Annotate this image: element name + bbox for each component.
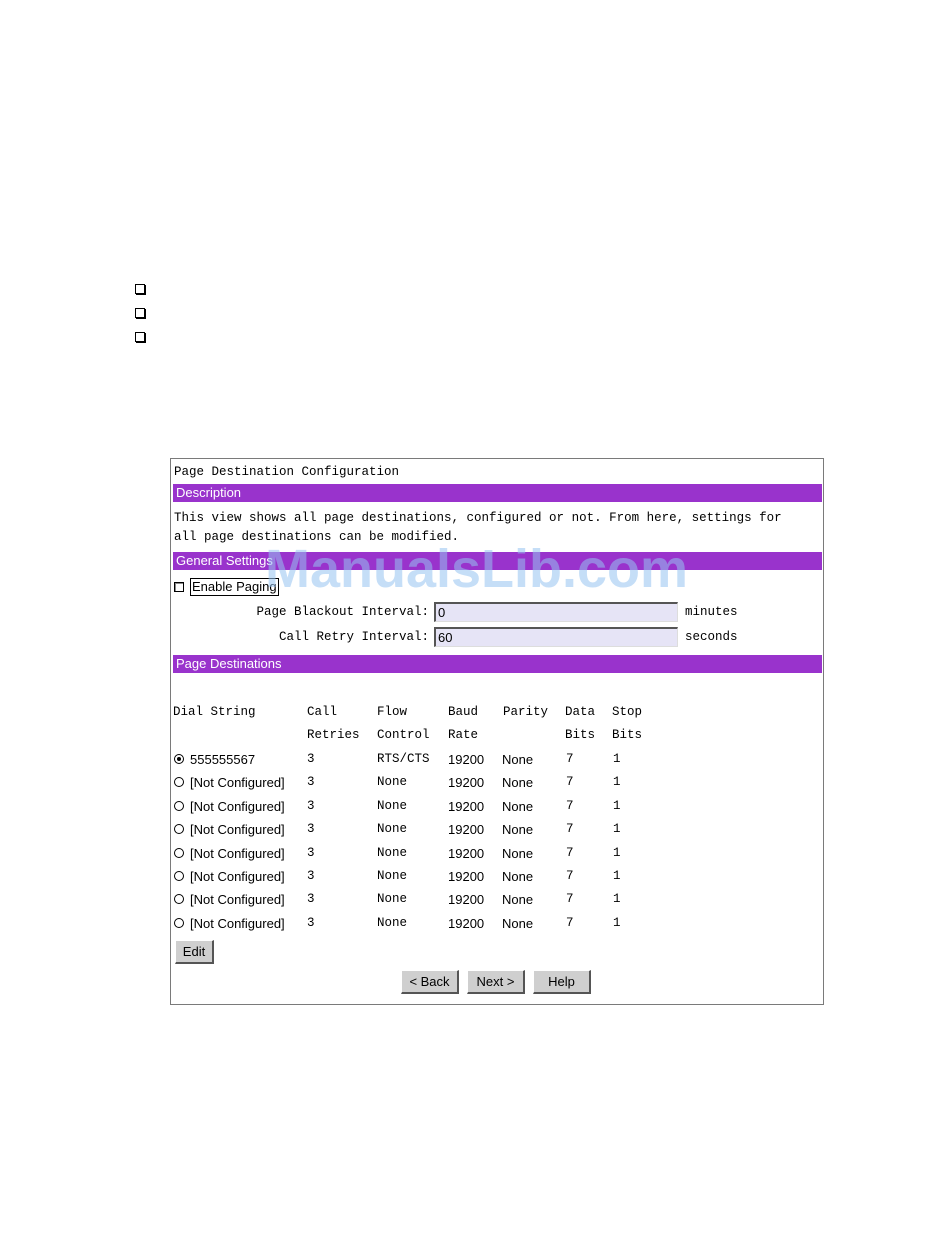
cell-stop-bits: 1 xyxy=(613,752,621,766)
cell-data-bits: 7 xyxy=(566,775,574,790)
cell-flow-control: RTS/CTS xyxy=(377,752,430,766)
col-header-data-bits: Data xyxy=(565,705,596,719)
col-header-call-retries: Call xyxy=(307,705,338,719)
cell-flow-control: None xyxy=(377,822,408,837)
row-radio-button[interactable] xyxy=(174,848,184,858)
cell-dial-string: [Not Configured] xyxy=(190,775,285,791)
cell-call-retries: 3 xyxy=(307,822,315,837)
next-button[interactable]: Next > xyxy=(467,970,525,994)
retry-interval-label: Call Retry Interval: xyxy=(278,630,429,644)
row-radio-button[interactable] xyxy=(174,754,184,764)
cell-parity: None xyxy=(502,892,534,908)
row-radio-button[interactable] xyxy=(174,777,184,787)
cell-stop-bits: 1 xyxy=(613,822,621,837)
cell-data-bits: 7 xyxy=(566,845,574,860)
cell-baud-rate: 19200 xyxy=(448,798,485,814)
blackout-interval-input[interactable] xyxy=(434,602,678,622)
enable-paging-label[interactable]: Enable Paging xyxy=(192,579,277,594)
cell-parity: None xyxy=(502,752,534,767)
cell-dial-string: [Not Configured] xyxy=(190,845,285,861)
col-header-dial-string: Dial String xyxy=(173,705,256,719)
row-radio-button[interactable] xyxy=(174,824,184,834)
square-bullet-icon xyxy=(135,284,145,294)
square-bullet-icon xyxy=(135,332,145,342)
general-settings-header: General Settings xyxy=(173,552,822,570)
cell-stop-bits: 1 xyxy=(613,892,621,907)
help-button[interactable]: Help xyxy=(533,970,591,994)
col-header-stop-bits: Bits xyxy=(612,728,643,742)
cell-call-retries: 3 xyxy=(307,845,315,860)
bullet-list xyxy=(135,284,145,356)
page-destinations-header: Page Destinations xyxy=(173,655,822,673)
col-header-parity: Parity xyxy=(503,705,549,719)
blackout-interval-unit: minutes xyxy=(685,605,738,619)
square-bullet-icon xyxy=(135,308,145,318)
cell-baud-rate: 19200 xyxy=(448,775,485,791)
row-radio-button[interactable] xyxy=(174,801,184,811)
cell-parity: None xyxy=(502,845,534,861)
cell-data-bits: 7 xyxy=(566,869,574,883)
cell-parity: None xyxy=(502,775,534,791)
cell-baud-rate: 19200 xyxy=(448,822,485,838)
cell-stop-bits: 1 xyxy=(613,845,621,860)
cell-dial-string: [Not Configured] xyxy=(190,798,285,814)
page-title: Page Destination Configuration xyxy=(174,465,400,479)
col-header-stop-bits: Stop xyxy=(612,705,643,719)
row-radio-button[interactable] xyxy=(174,871,184,881)
cell-dial-string: [Not Configured] xyxy=(190,915,285,931)
cell-stop-bits: 1 xyxy=(613,915,621,930)
cell-parity: None xyxy=(502,798,534,814)
blackout-interval-row xyxy=(171,602,738,622)
cell-call-retries: 3 xyxy=(307,892,315,907)
enable-paging-row[interactable] xyxy=(174,578,279,596)
cell-data-bits: 7 xyxy=(566,752,574,766)
retry-interval-row xyxy=(171,627,738,647)
description-header: Description xyxy=(173,484,822,502)
cell-data-bits: 7 xyxy=(566,798,574,813)
cell-call-retries: 3 xyxy=(307,798,315,813)
cell-dial-string: [Not Configured] xyxy=(190,822,285,838)
cell-parity: None xyxy=(502,869,534,884)
cell-call-retries: 3 xyxy=(307,869,315,883)
cell-flow-control: None xyxy=(377,892,408,907)
cell-flow-control: None xyxy=(377,798,408,813)
page-destination-panel xyxy=(170,458,824,1005)
cell-stop-bits: 1 xyxy=(613,775,621,790)
cell-flow-control: None xyxy=(377,915,408,930)
cell-flow-control: None xyxy=(377,845,408,860)
retry-interval-input[interactable] xyxy=(434,627,678,647)
col-header-flow-control: Control xyxy=(377,728,430,742)
cell-data-bits: 7 xyxy=(566,915,574,930)
cell-stop-bits: 1 xyxy=(613,798,621,813)
description-line: This view shows all page destinations, configured or not. From here, settings for xyxy=(174,511,782,525)
col-header-call-retries: Retries xyxy=(307,728,360,742)
cell-dial-string: 555555567 xyxy=(190,752,256,767)
col-header-baud-rate: Rate xyxy=(448,728,479,742)
row-radio-button[interactable] xyxy=(174,894,184,904)
cell-dial-string: [Not Configured] xyxy=(190,869,285,884)
back-button[interactable]: < Back xyxy=(401,970,459,994)
cell-baud-rate: 19200 xyxy=(448,892,485,908)
enable-paging-checkbox[interactable] xyxy=(174,582,184,592)
col-header-baud-rate: Baud xyxy=(448,705,479,719)
edit-button[interactable]: Edit xyxy=(175,940,214,964)
cell-data-bits: 7 xyxy=(566,822,574,837)
cell-flow-control: None xyxy=(377,775,408,790)
cell-call-retries: 3 xyxy=(307,775,315,790)
cell-parity: None xyxy=(502,822,534,838)
description-line: all page destinations can be modified. xyxy=(174,530,460,544)
cell-parity: None xyxy=(502,915,534,931)
watermark-text: ManualsLib.com xyxy=(265,539,689,599)
description-text xyxy=(174,509,822,547)
cell-baud-rate: 19200 xyxy=(448,915,485,931)
cell-flow-control: None xyxy=(377,869,408,883)
cell-baud-rate: 19200 xyxy=(448,845,485,861)
blackout-interval-label: Page Blackout Interval: xyxy=(256,605,429,619)
cell-call-retries: 3 xyxy=(307,915,315,930)
cell-baud-rate: 19200 xyxy=(448,752,485,767)
col-header-data-bits: Bits xyxy=(565,728,596,742)
cell-call-retries: 3 xyxy=(307,752,315,766)
col-header-flow-control: Flow xyxy=(377,705,408,719)
retry-interval-unit: seconds xyxy=(685,630,738,644)
cell-stop-bits: 1 xyxy=(613,869,621,883)
row-radio-button[interactable] xyxy=(174,918,184,928)
cell-data-bits: 7 xyxy=(566,892,574,907)
cell-dial-string: [Not Configured] xyxy=(190,892,285,908)
cell-baud-rate: 19200 xyxy=(448,869,485,884)
